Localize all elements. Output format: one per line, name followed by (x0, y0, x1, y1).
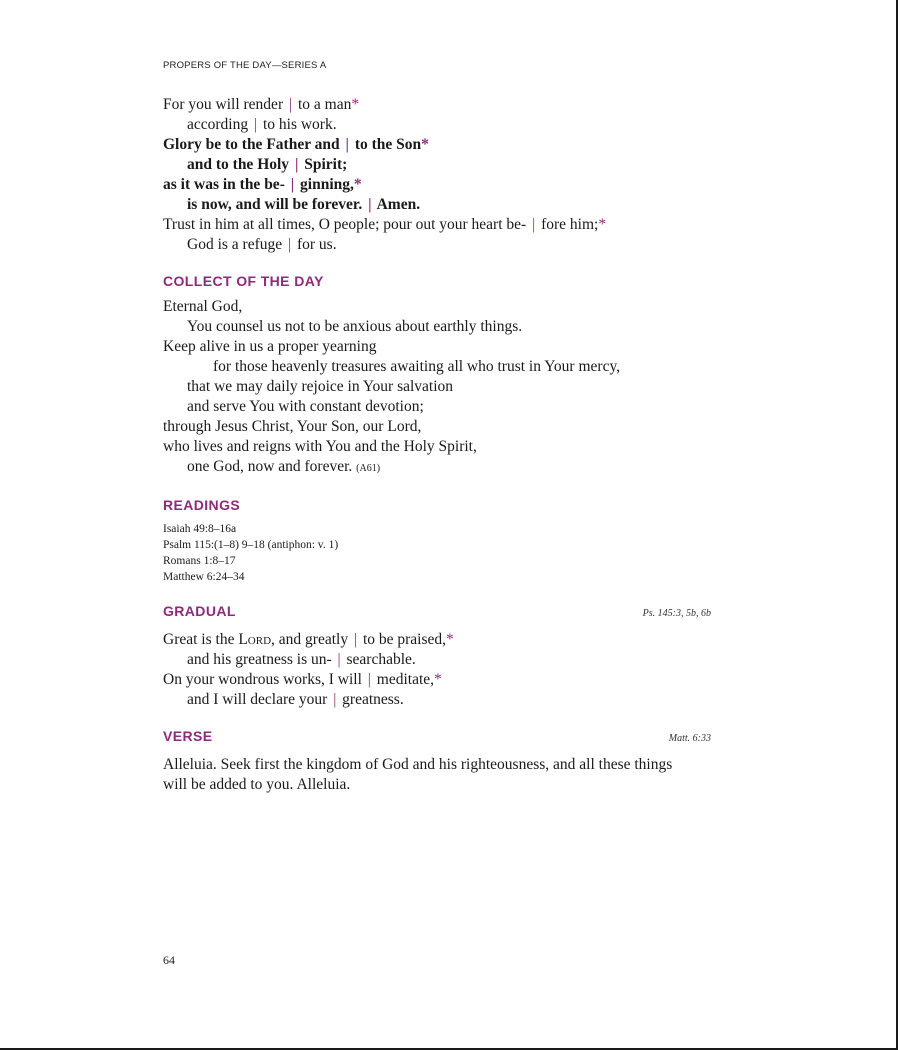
page-content (163, 95, 723, 795)
intro-line-8 (163, 235, 723, 255)
collect-line-last (163, 457, 723, 479)
text: to be praised, (359, 631, 447, 648)
gradual-line-2 (163, 650, 723, 670)
text: is now, and will be forever. (187, 196, 367, 213)
collect-line: that we may daily rejoice in Your salvation (187, 378, 454, 395)
gradual-reference: Ps. 145:3, 5b, 6b (642, 608, 711, 619)
collect-line: You counsel us not to be anxious about earthly things. (187, 318, 523, 335)
text: Amen. (373, 196, 421, 213)
pointing-bar: | (333, 691, 337, 708)
collect-heading-row (163, 271, 723, 291)
text: ginning, (296, 176, 354, 193)
pointing-bar: | (367, 671, 371, 688)
text: and to the Holy (187, 156, 293, 173)
verse-text: Alleluia. Seek first the kingdom of God and his righteousness, and all these things will be added to you. Alleluia. (163, 756, 673, 793)
pointing-bar: | (253, 116, 258, 133)
pointing-bar: | (532, 216, 536, 233)
gradual-line-1 (163, 630, 723, 650)
asterisk-mark: * (353, 176, 362, 193)
pointing-bar: | (288, 236, 292, 253)
collect-heading: COLLECT OF THE DAY (163, 273, 324, 289)
lord-small-caps: Lord (238, 631, 272, 648)
gradual-line-3 (163, 670, 723, 690)
text: and his greatness is un- (187, 651, 336, 668)
text: Spirit; (300, 156, 348, 173)
reading-item: Isaiah 49:8–16a (163, 523, 237, 535)
text: as it was in the be- (163, 176, 289, 193)
text: Trust in him at all times, O people; pour out your heart be- (163, 216, 531, 233)
text: and I will declare your (187, 691, 332, 708)
asterisk-mark: * (434, 671, 442, 688)
text: fore him; (537, 216, 599, 233)
pointing-bar: | (288, 96, 293, 113)
readings-heading: READINGS (163, 497, 241, 513)
pointing-bar: | (368, 196, 372, 213)
intro-line-7 (163, 215, 723, 235)
text: searchable. (342, 651, 416, 668)
gloria-line-4 (163, 195, 723, 215)
pointing-bar: | (290, 176, 295, 193)
collect-line: and serve You with constant devotion; (187, 398, 424, 415)
gloria-line-3 (163, 175, 723, 195)
text: greatness. (338, 691, 404, 708)
asterisk-mark: * (421, 136, 429, 153)
page-number: 64 (163, 953, 175, 967)
text: to the Son (350, 136, 422, 153)
collect-code: (A61) (356, 463, 381, 474)
reading-item: Psalm 115:(1–8) 9–18 (antiphon: v. 1) (163, 539, 339, 551)
asterisk-mark: * (446, 631, 454, 648)
text: For you will render (163, 96, 287, 113)
gloria-line-1 (163, 135, 723, 155)
text: meditate, (372, 671, 435, 688)
readings-list (163, 521, 723, 585)
text: one God, now and forever. (187, 458, 353, 475)
verse-heading-row (163, 726, 723, 749)
text: , and greatly (271, 631, 352, 648)
pointing-bar: | (294, 156, 299, 173)
reading-item: Matthew 6:24–34 (163, 571, 245, 583)
text: God is a refuge (187, 236, 286, 253)
asterisk-mark: * (351, 96, 360, 113)
reading-item: Romans 1:8–17 (163, 555, 236, 567)
pointing-bar: | (353, 631, 358, 648)
pointing-bar: | (337, 651, 341, 668)
running-head: PROPERS OF THE DAY—SERIES A (163, 60, 327, 71)
collect-line: for those heavenly treasures awaiting all who trust in Your mercy, (213, 358, 621, 375)
text: On your wondrous works, I will (163, 671, 366, 688)
collect-line: through Jesus Christ, Your Son, our Lord, (163, 418, 422, 435)
text: to a man (294, 96, 352, 113)
intro-line-1 (163, 95, 723, 115)
text: Great is the (163, 631, 239, 648)
text: according (187, 116, 252, 133)
collect-text (163, 297, 723, 479)
verse-heading: VERSE (163, 728, 213, 744)
verse-reference: Matt. 6:33 (668, 733, 711, 744)
intro-line-2 (163, 115, 723, 135)
text: for us. (293, 236, 337, 253)
collect-line: Keep alive in us a proper yearning (163, 338, 377, 355)
pointing-bar: | (345, 136, 349, 153)
collect-line: Eternal God, (163, 298, 243, 315)
text: to his work. (259, 116, 337, 133)
intro-verses (163, 95, 723, 255)
text: Glory be to the Father and (163, 136, 344, 153)
asterisk-mark: * (598, 216, 607, 233)
gloria-line-2 (163, 155, 723, 175)
gradual-heading-row (163, 601, 723, 624)
gradual-heading: GRADUAL (163, 603, 236, 619)
gradual-line-4 (163, 690, 723, 710)
gradual-text (163, 630, 723, 710)
readings-heading-row (163, 495, 723, 515)
collect-line: who lives and reigns with You and the Holy Spirit, (163, 438, 477, 455)
